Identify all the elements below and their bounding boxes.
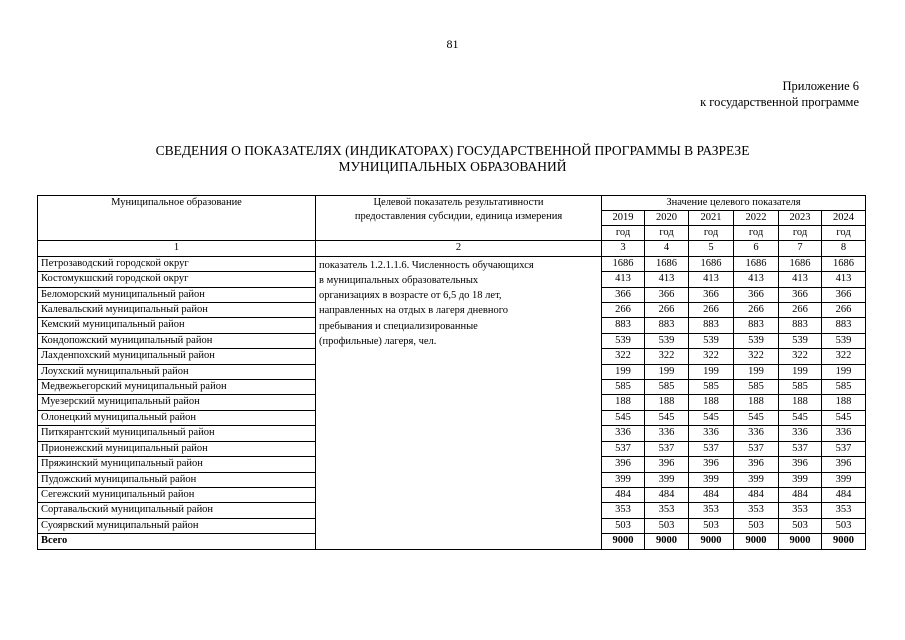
value-cell: 396 (822, 457, 866, 472)
value-cell: 266 (689, 303, 734, 318)
header-year-unit: год (689, 226, 734, 241)
value-cell: 413 (779, 272, 822, 287)
value-cell: 503 (822, 518, 866, 533)
indicator-line: направленных на отдых в лагеря дневного (319, 305, 509, 317)
value-cell: 537 (689, 441, 734, 456)
value-cell: 266 (734, 303, 779, 318)
column-number: 5 (689, 241, 734, 256)
value-cell: 399 (602, 472, 645, 487)
municipality-name: Кондопожский муниципальный район (38, 333, 316, 348)
value-cell: 539 (689, 333, 734, 348)
value-cell: 503 (689, 518, 734, 533)
page-number: 81 (446, 37, 459, 51)
value-cell: 266 (602, 303, 645, 318)
municipality-name: Пряжинский муниципальный район (38, 457, 316, 472)
value-cell: 366 (645, 287, 689, 302)
value-cell: 585 (822, 380, 866, 395)
value-cell: 396 (602, 457, 645, 472)
value-cell: 366 (822, 287, 866, 302)
value-cell: 539 (779, 333, 822, 348)
header-year: 2021 (689, 211, 734, 226)
header-year: 2024 (822, 211, 866, 226)
indicator-line: показатель 1.2.1.1.6. Численность обучающихся (319, 259, 534, 271)
value-cell: 1686 (822, 256, 866, 271)
value-cell: 199 (734, 364, 779, 379)
value-cell: 396 (734, 457, 779, 472)
value-cell: 399 (689, 472, 734, 487)
value-cell: 266 (822, 303, 866, 318)
value-cell: 322 (645, 349, 689, 364)
appendix-line-1: Приложение 6 (782, 79, 859, 93)
value-cell: 484 (689, 487, 734, 502)
header-year: 2019 (602, 211, 645, 226)
column-number: 6 (734, 241, 779, 256)
value-cell: 1686 (689, 256, 734, 271)
value-cell: 322 (779, 349, 822, 364)
value-cell: 322 (689, 349, 734, 364)
value-cell: 537 (645, 441, 689, 456)
total-value-cell: 9000 (779, 534, 822, 549)
value-cell: 336 (779, 426, 822, 441)
value-cell: 396 (779, 457, 822, 472)
municipality-name: Сортавальский муниципальный район (38, 503, 316, 518)
value-cell: 413 (602, 272, 645, 287)
value-cell: 545 (734, 410, 779, 425)
table-container (37, 195, 866, 550)
value-cell: 539 (645, 333, 689, 348)
municipality-name: Пудожский муниципальный район (38, 472, 316, 487)
value-cell: 199 (779, 364, 822, 379)
total-value-cell: 9000 (689, 534, 734, 549)
table-row (38, 256, 866, 271)
value-cell: 585 (689, 380, 734, 395)
value-cell: 336 (645, 426, 689, 441)
value-cell: 545 (645, 410, 689, 425)
total-value-cell: 9000 (602, 534, 645, 549)
value-cell: 353 (734, 503, 779, 518)
value-cell: 539 (602, 333, 645, 348)
value-cell: 585 (602, 380, 645, 395)
value-cell: 413 (645, 272, 689, 287)
value-cell: 545 (779, 410, 822, 425)
appendix-note (700, 78, 859, 110)
value-cell: 199 (645, 364, 689, 379)
indicator-line: (профильные) лагеря, чел. (319, 335, 437, 347)
value-cell: 545 (822, 410, 866, 425)
value-cell: 188 (689, 395, 734, 410)
value-cell: 883 (689, 318, 734, 333)
value-cell: 366 (689, 287, 734, 302)
municipality-name: Питкярантский муниципальный район (38, 426, 316, 441)
header-indicator-line-2: предоставления субсидии, единица измерения (354, 211, 563, 223)
value-cell: 266 (645, 303, 689, 318)
value-cell: 1686 (645, 256, 689, 271)
value-cell: 199 (689, 364, 734, 379)
value-cell: 484 (779, 487, 822, 502)
total-label: Всего (38, 534, 316, 549)
value-cell: 484 (822, 487, 866, 502)
value-cell: 188 (822, 395, 866, 410)
header-municipality: Муниципальное образование (38, 196, 316, 241)
header-year-unit: год (822, 226, 866, 241)
value-cell: 503 (734, 518, 779, 533)
municipality-name: Муезерский муниципальный район (38, 395, 316, 410)
value-cell: 199 (602, 364, 645, 379)
value-cell: 353 (689, 503, 734, 518)
header-year-unit: год (734, 226, 779, 241)
value-cell: 413 (734, 272, 779, 287)
value-cell: 188 (602, 395, 645, 410)
title-line-2: МУНИЦИПАЛЬНЫХ ОБРАЗОВАНИЙ (338, 159, 567, 174)
value-cell: 188 (734, 395, 779, 410)
value-cell: 1686 (602, 256, 645, 271)
table-body (38, 256, 866, 549)
value-cell: 503 (645, 518, 689, 533)
value-cell: 322 (822, 349, 866, 364)
value-cell: 366 (602, 287, 645, 302)
value-cell: 322 (734, 349, 779, 364)
value-cell: 503 (779, 518, 822, 533)
value-cell: 539 (822, 333, 866, 348)
value-cell: 503 (602, 518, 645, 533)
indicators-table (37, 195, 866, 550)
value-cell: 413 (689, 272, 734, 287)
value-cell: 883 (734, 318, 779, 333)
appendix-line-2: к государственной программе (700, 95, 859, 109)
value-cell: 545 (689, 410, 734, 425)
header-indicator-line-1: Целевой показатель результативности (373, 197, 544, 208)
total-value-cell: 9000 (734, 534, 779, 549)
value-cell: 322 (602, 349, 645, 364)
value-cell: 883 (779, 318, 822, 333)
value-cell: 1686 (779, 256, 822, 271)
title-line-1: СВЕДЕНИЯ О ПОКАЗАТЕЛЯХ (ИНДИКАТОРАХ) ГОСУДАРСТВЕННОЙ ПРОГРАММЫ В РАЗРЕЗЕ (155, 143, 750, 158)
value-cell: 188 (779, 395, 822, 410)
value-cell: 1686 (734, 256, 779, 271)
value-cell: 484 (645, 487, 689, 502)
header-row-top (38, 196, 866, 211)
municipality-name: Лахденпохский муниципальный район (38, 349, 316, 364)
municipality-name: Суоярвский муниципальный район (38, 518, 316, 533)
value-cell: 396 (645, 457, 689, 472)
value-cell: 883 (645, 318, 689, 333)
value-cell: 353 (645, 503, 689, 518)
indicator-line: пребывания и специализированные (319, 320, 478, 332)
value-cell: 366 (779, 287, 822, 302)
value-cell: 537 (779, 441, 822, 456)
value-cell: 399 (645, 472, 689, 487)
column-number: 7 (779, 241, 822, 256)
municipality-name: Кемский муниципальный район (38, 318, 316, 333)
value-cell: 585 (779, 380, 822, 395)
column-number: 8 (822, 241, 866, 256)
value-cell: 537 (822, 441, 866, 456)
value-cell: 545 (602, 410, 645, 425)
value-cell: 399 (779, 472, 822, 487)
indicator-line: в муниципальных образовательных (319, 275, 479, 287)
document-title (60, 143, 845, 175)
municipality-name: Прионежский муниципальный район (38, 441, 316, 456)
value-cell: 336 (822, 426, 866, 441)
municipality-name: Петрозаводский городской округ (38, 256, 316, 271)
municipality-name: Лоухский муниципальный район (38, 364, 316, 379)
header-indicator (316, 196, 602, 241)
header-value-group: Значение целевого показателя (602, 196, 866, 211)
value-cell: 537 (734, 441, 779, 456)
header-year-unit: год (645, 226, 689, 241)
header-year: 2022 (734, 211, 779, 226)
municipality-name: Олонецкий муниципальный район (38, 410, 316, 425)
value-cell: 353 (822, 503, 866, 518)
municipality-name: Костомукшский городской округ (38, 272, 316, 287)
column-number-row (38, 241, 866, 256)
value-cell: 585 (734, 380, 779, 395)
value-cell: 399 (822, 472, 866, 487)
municipality-name: Беломорский муниципальный район (38, 287, 316, 302)
header-year: 2020 (645, 211, 689, 226)
value-cell: 585 (645, 380, 689, 395)
value-cell: 539 (734, 333, 779, 348)
municipality-name: Калевальский муниципальный район (38, 303, 316, 318)
indicator-description (316, 256, 602, 549)
value-cell: 413 (822, 272, 866, 287)
total-value-cell: 9000 (645, 534, 689, 549)
value-cell: 266 (779, 303, 822, 318)
value-cell: 353 (779, 503, 822, 518)
value-cell: 199 (822, 364, 866, 379)
value-cell: 336 (689, 426, 734, 441)
column-number: 4 (645, 241, 689, 256)
value-cell: 484 (602, 487, 645, 502)
value-cell: 188 (645, 395, 689, 410)
total-value-cell: 9000 (822, 534, 866, 549)
header-year: 2023 (779, 211, 822, 226)
municipality-name: Медвежьегорский муниципальный район (38, 380, 316, 395)
value-cell: 336 (734, 426, 779, 441)
column-number: 1 (38, 241, 316, 256)
value-cell: 883 (602, 318, 645, 333)
value-cell: 537 (602, 441, 645, 456)
header-year-unit: год (602, 226, 645, 241)
value-cell: 336 (602, 426, 645, 441)
header-year-unit: год (779, 226, 822, 241)
value-cell: 399 (734, 472, 779, 487)
value-cell: 484 (734, 487, 779, 502)
value-cell: 883 (822, 318, 866, 333)
value-cell: 366 (734, 287, 779, 302)
column-number: 3 (602, 241, 645, 256)
indicator-line: организациях в возрасте от 6,5 до 18 лет, (319, 290, 502, 302)
value-cell: 396 (689, 457, 734, 472)
column-number: 2 (316, 241, 602, 256)
value-cell: 353 (602, 503, 645, 518)
municipality-name: Сегежский муниципальный район (38, 487, 316, 502)
